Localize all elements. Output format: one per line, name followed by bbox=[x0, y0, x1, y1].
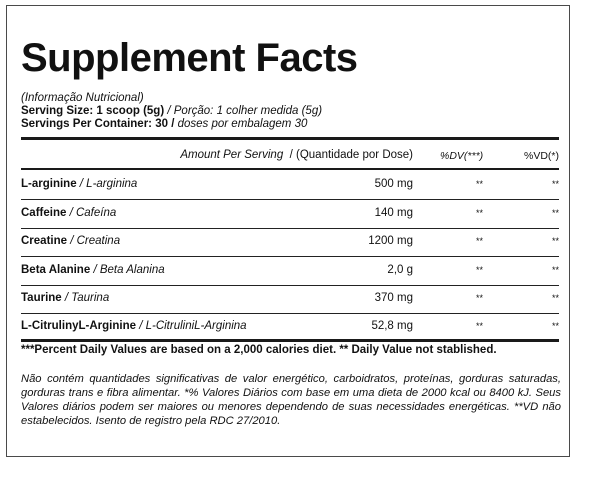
servings-per-container bbox=[21, 117, 307, 131]
nutrient-name-pt: / Creatina bbox=[70, 235, 121, 247]
nutrient-amount: 52,8 mg bbox=[371, 320, 413, 332]
nutrient-name-pt: / Taurina bbox=[64, 292, 110, 304]
table-row bbox=[21, 171, 559, 199]
nutrient-name bbox=[21, 178, 137, 190]
nutrient-amount: 140 mg bbox=[374, 207, 413, 219]
nutrient-name-en: Beta Alanine bbox=[21, 264, 91, 276]
footnote-portuguese: Não contém quantidades significativas de valor energético, carboidratos, proteínas, gorduras saturadas, gorduras trans e fibra alimentar. *% Valores Diários com base em uma dieta de 2000 kcal ou 8400 kJ. Seus Valores diários podem ser maiores ou menores dependendo de suas necessidades energéticas. **VD não estabelecidos. Isento de registro pela RDC 27/2010. bbox=[21, 373, 561, 427]
nutrient-name-en: L-arginine bbox=[21, 178, 77, 190]
nutrient-name bbox=[21, 292, 109, 304]
nutrient-name bbox=[21, 207, 116, 219]
info-label: (Informação Nutricional) bbox=[21, 92, 144, 104]
nutrient-vd: ** bbox=[551, 179, 559, 189]
header-amount bbox=[180, 149, 413, 161]
table-row bbox=[21, 200, 559, 228]
nutrient-name-en: Creatine bbox=[21, 235, 68, 247]
nutrient-dv: ** bbox=[476, 293, 484, 303]
nutrient-vd: ** bbox=[551, 321, 559, 331]
nutrient-dv: ** bbox=[476, 236, 484, 246]
divider-header bbox=[21, 168, 559, 170]
nutrient-amount: 500 mg bbox=[374, 178, 413, 190]
supplement-facts-panel bbox=[6, 5, 570, 457]
nutrient-amount: 370 mg bbox=[374, 292, 413, 304]
nutrient-amount: 1200 mg bbox=[368, 235, 413, 247]
divider-thick-bottom bbox=[21, 339, 559, 342]
nutrient-vd: ** bbox=[551, 293, 559, 303]
table-row bbox=[21, 285, 559, 313]
serving-size-label: Serving Size: 1 scoop (5g) bbox=[21, 105, 165, 117]
footnote-english: ***Percent Daily Values are based on a 2,000 calories diet. ** Daily Value not stablished. bbox=[21, 344, 497, 356]
nutrient-amount: 2,0 g bbox=[387, 264, 413, 276]
nutrient-name-pt: / Beta Alanina bbox=[93, 264, 165, 276]
nutrient-name-en: Caffeine bbox=[21, 207, 67, 219]
nutrient-name bbox=[21, 264, 165, 276]
nutrient-dv: ** bbox=[476, 208, 484, 218]
table-row bbox=[21, 313, 559, 341]
nutrient-name-en: Taurine bbox=[21, 292, 62, 304]
table-row bbox=[21, 257, 559, 285]
nutrient-name bbox=[21, 320, 247, 332]
header-dv: %DV(***) bbox=[440, 150, 484, 162]
nutrient-name-pt: / Cafeína bbox=[69, 207, 117, 219]
header-amount-per-serving: Amount Per Serving bbox=[180, 149, 284, 161]
nutrient-dv: ** bbox=[476, 265, 484, 275]
serving-size-pt: / Porção: 1 colher medida (5g) bbox=[167, 105, 323, 117]
nutrient-name-pt: / L-CitruliniL-Arginina bbox=[139, 320, 247, 332]
servings-label: Servings Per Container: 30 / bbox=[21, 118, 175, 130]
header-quantity: / (Quantidade por Dose) bbox=[289, 149, 413, 161]
nutrient-dv: ** bbox=[476, 321, 484, 331]
table-header bbox=[21, 149, 559, 165]
servings-pt: doses por embalagem 30 bbox=[177, 118, 308, 130]
nutrient-name bbox=[21, 235, 120, 247]
header-vd: %VD(*) bbox=[523, 150, 559, 162]
nutrient-dv: ** bbox=[476, 179, 484, 189]
nutrient-vd: ** bbox=[551, 265, 559, 275]
nutrient-vd: ** bbox=[551, 208, 559, 218]
divider-thick-top bbox=[21, 137, 559, 140]
table-row bbox=[21, 228, 559, 256]
panel-title: Supplement Facts bbox=[21, 36, 358, 80]
nutrient-vd: ** bbox=[551, 236, 559, 246]
nutrient-name-en: L-CitrulinyL-Arginine bbox=[21, 320, 136, 332]
info-subtitle bbox=[21, 91, 144, 105]
nutrient-name-pt: / L-arginina bbox=[79, 178, 138, 190]
serving-size bbox=[21, 104, 322, 118]
